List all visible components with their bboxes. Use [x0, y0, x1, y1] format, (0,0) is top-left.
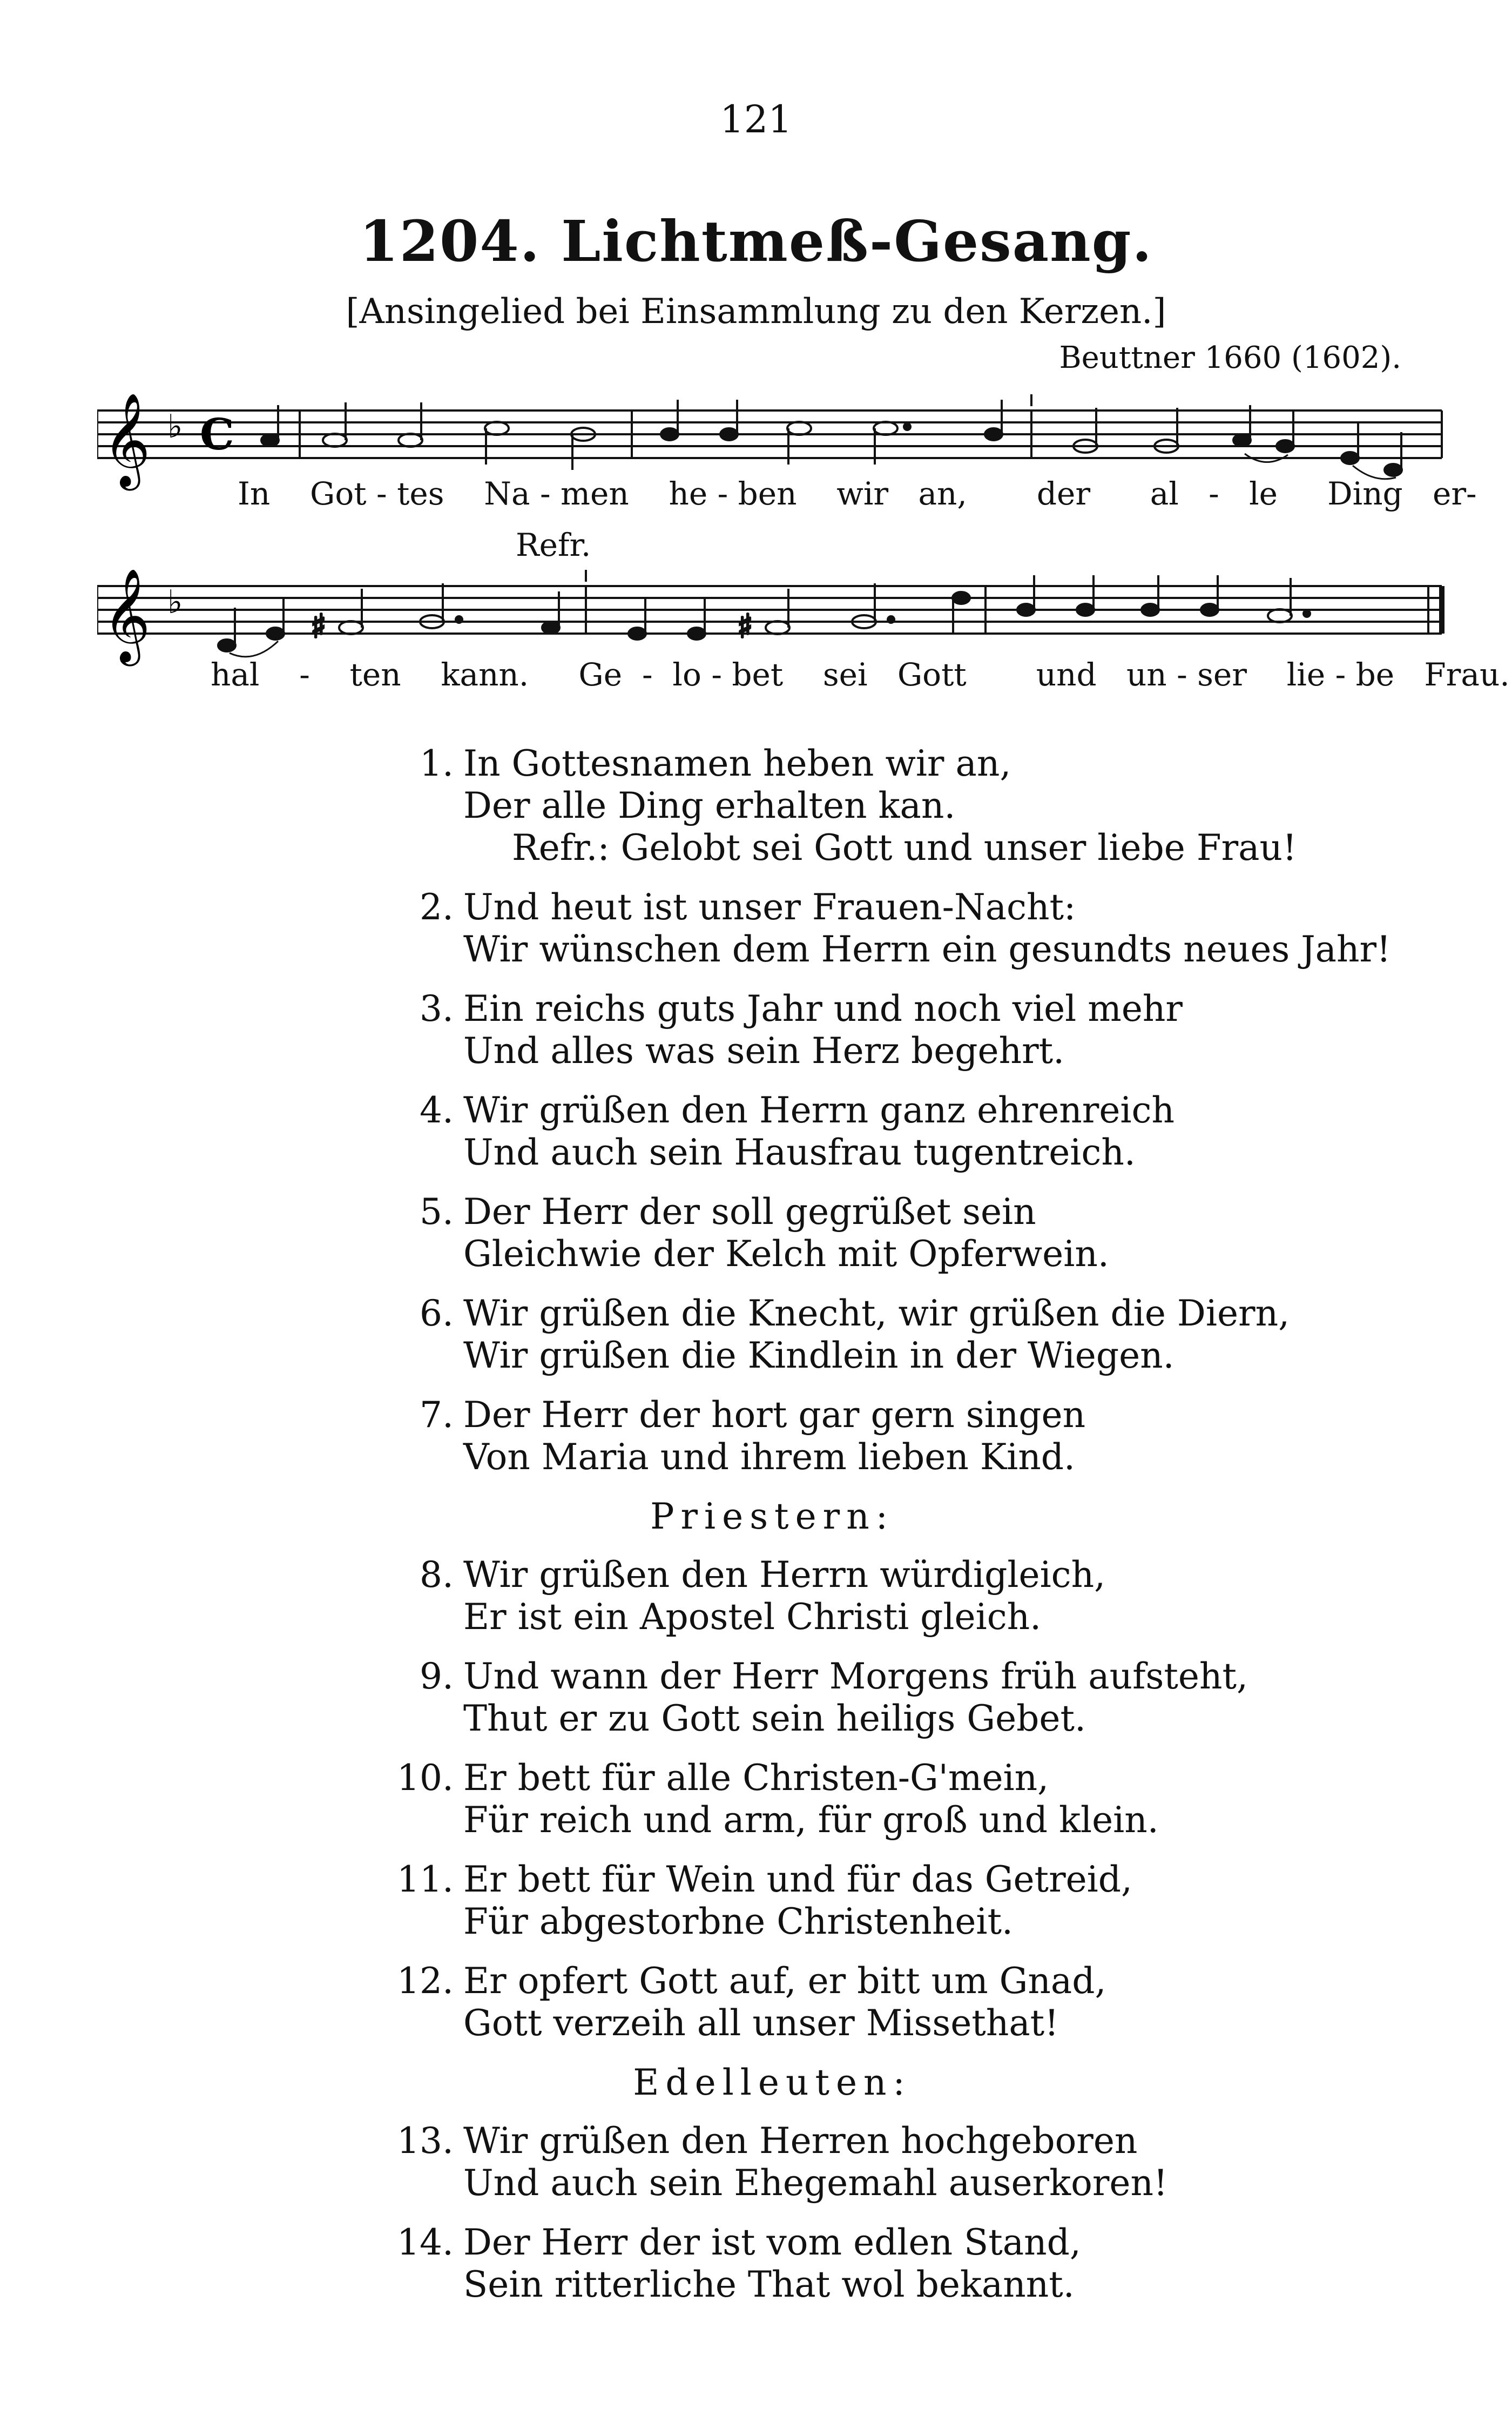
svg-text:♭: ♭	[167, 408, 183, 446]
verse-8: 8. Wir grüßen den Herrn würdigleich, Er ist ein Apostel Christi gleich.	[420, 1554, 1106, 1638]
verse-line: Der Herr der hort gar gern singen	[463, 1394, 1086, 1436]
verse-14: 14. Der Herr der ist vom edlen Stand, Sein ritterliche That wol bekannt.	[397, 2222, 1081, 2305]
verse-line: Und heut ist unser Frauen-Nacht:	[463, 886, 1076, 928]
svg-text:♯: ♯	[737, 608, 753, 645]
treble-clef-icon: 𝄞	[103, 393, 151, 487]
verse-line: Wir grüßen die Knecht, wir grüßen die Diern,	[463, 1293, 1290, 1334]
verse-1: 1. In Gottesnamen heben wir an, Der alle Ding erhalten kan. Refr.: Gelobt sei Gott und unser liebe Frau!	[420, 743, 1297, 869]
verse-7: 7. Der Herr der hort gar gern singen Von Maria und ihrem lieben Kind.	[420, 1394, 1086, 1478]
svg-text:C: C	[200, 409, 234, 460]
lyric-line-1: In Got - tes Na - men he - ben wir an, der al - le Ding er-	[238, 475, 1477, 512]
verse-line: Und alles was sein Herz begehrt.	[463, 1030, 1065, 1072]
verse-3: 3. Ein reichs guts Jahr und noch viel mehr Und alles was sein Herz begehrt.	[420, 988, 1183, 1072]
verse-line: Wir wünschen dem Herrn ein gesundts neues Jahr!	[463, 928, 1391, 970]
section-heading-priests: Priestern:	[650, 1496, 894, 1537]
page-number: 121	[720, 97, 792, 142]
verse-list	[394, 743, 1420, 2323]
verse-line: Der Herr der ist vom edlen Stand,	[463, 2222, 1081, 2263]
lyric-line-2: hal - ten kann. Ge - lo - bet sei Gott und un - ser lie - be Frau.	[211, 656, 1510, 693]
svg-text:♯: ♯	[310, 608, 327, 645]
verse-line: Wir grüßen den Herren hochgeboren	[463, 2120, 1138, 2162]
verse-line: Der Herr der soll gegrüßet sein	[463, 1191, 1036, 1233]
verse-5: 5. Der Herr der soll gegrüßet sein Gleichwie der Kelch mit Opferwein.	[420, 1191, 1109, 1275]
verse-4: 4. Wir grüßen den Herrn ganz ehrenreich Und auch sein Hausfrau tugentreich.	[420, 1089, 1174, 1173]
verse-line: Von Maria und ihrem lieben Kind.	[463, 1436, 1075, 1478]
verse-line: Er bett für alle Christen-G'mein,	[463, 1757, 1049, 1799]
verse-line: Er opfert Gott auf, er bitt um Gnad,	[463, 1960, 1106, 2002]
verse-line: Thut er zu Gott sein heiligs Gebet.	[463, 1698, 1086, 1739]
verse-10: 10. Er bett für alle Christen-G'mein, Für reich und arm, für groß und klein.	[397, 1757, 1159, 1841]
verse-6: 6. Wir grüßen die Knecht, wir grüßen die Diern, Wir grüßen die Kindlein in der Wiegen.	[420, 1293, 1290, 1376]
verse-12: 12. Er opfert Gott auf, er bitt um Gnad, Gott verzeih all unser Missethat!	[397, 1960, 1106, 2044]
svg-text:♭: ♭	[167, 583, 183, 621]
verse-13: 13. Wir grüßen den Herren hochgeboren Und auch sein Ehegemahl auserkoren!	[397, 2120, 1168, 2204]
verse-line: Gott verzeih all unser Missethat!	[463, 2002, 1059, 2044]
verse-line: Für reich und arm, für groß und klein.	[463, 1799, 1159, 1841]
verse-line: Ein reichs guts Jahr und noch viel mehr	[463, 988, 1183, 1029]
treble-clef-icon: 𝄞	[103, 568, 151, 662]
verse-line: Wir grüßen den Herrn ganz ehrenreich	[463, 1089, 1174, 1131]
refrain-marker: Refr.	[516, 527, 591, 563]
verse-line: Er bett für Wein und für das Getreid,	[463, 1859, 1133, 1900]
verse-line: In Gottesnamen heben wir an,	[463, 743, 1011, 784]
section-heading-nobles: Edelleuten:	[633, 2062, 912, 2103]
verse-line: Und auch sein Ehegemahl auserkoren!	[463, 2162, 1168, 2204]
verse-line: Der alle Ding erhalten kan.	[463, 785, 956, 826]
verse-line: Für abgestorbne Christenheit.	[463, 1901, 1014, 1942]
source-attribution: Beuttner 1660 (1602).	[1059, 340, 1401, 375]
verse-2: 2. Und heut ist unser Frauen-Nacht: Wir wünschen dem Herrn ein gesundts neues Jahr!	[420, 886, 1391, 970]
verse-line: Wir grüßen den Herrn würdigleich,	[463, 1554, 1106, 1596]
verse-11: 11. Er bett für Wein und für das Getreid, Für abgestorbne Christenheit.	[397, 1859, 1133, 1942]
verse-line: Gleichwie der Kelch mit Opferwein.	[463, 1233, 1109, 1275]
refrain-line: Refr.: Gelobt sei Gott und unser liebe Frau!	[512, 827, 1297, 869]
verse-line: Und auch sein Hausfrau tugentreich.	[463, 1132, 1136, 1173]
song-subtitle: [Ansingelied bei Einsammlung zu den Kerzen.]	[346, 292, 1166, 332]
verse-line: Wir grüßen die Kindlein in der Wiegen.	[463, 1335, 1174, 1376]
verse-line: Er ist ein Apostel Christi gleich.	[463, 1596, 1042, 1638]
song-title: 1204. Lichtmeß-Gesang.	[359, 208, 1153, 274]
verse-9: 9. Und wann der Herr Morgens früh aufsteht, Thut er zu Gott sein heiligs Gebet.	[420, 1656, 1248, 1739]
verse-line: Und wann der Herr Morgens früh aufsteht,	[463, 1656, 1248, 1697]
verse-line: Sein ritterliche That wol bekannt.	[463, 2264, 1075, 2305]
